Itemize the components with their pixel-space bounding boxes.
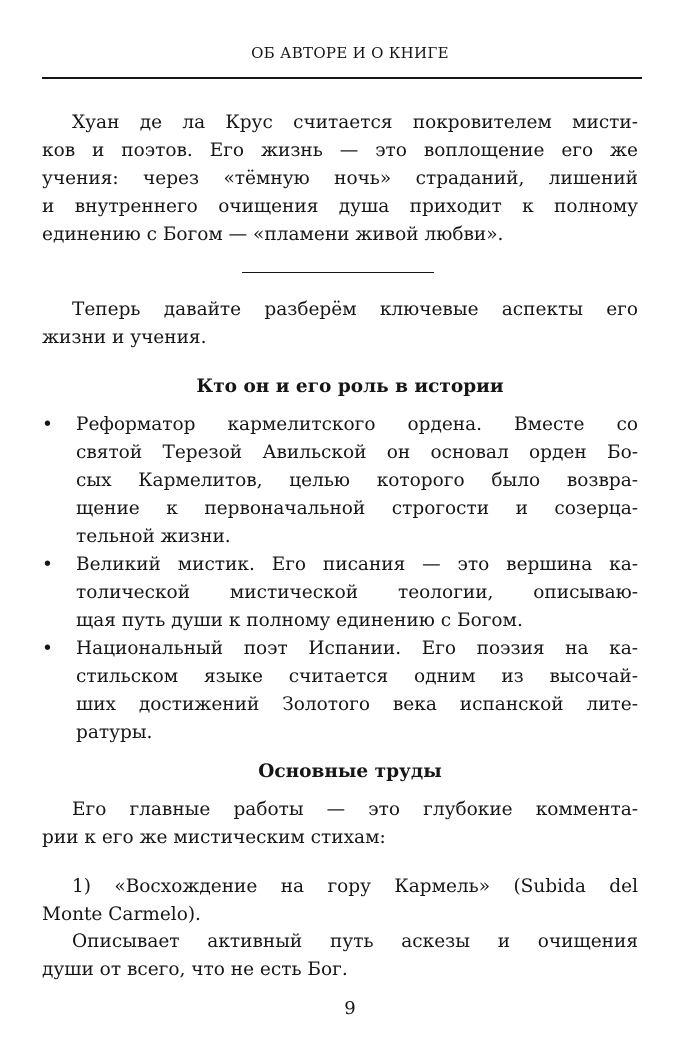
section-heading-role: Кто он и его роль в истории — [196, 376, 504, 397]
text-line: толической мистической теологии, описываю- — [76, 582, 638, 603]
section-separator — [242, 272, 434, 273]
list-item — [42, 411, 638, 551]
text-line: Теперь давайте разберём ключевые аспекты его — [72, 299, 638, 320]
list-item — [42, 635, 638, 747]
text-line: рии к его же мистическим стихам: — [42, 827, 386, 848]
text-line: святой Терезой Авильской он основал орден Бо- — [76, 442, 638, 463]
text-line: ратуры. — [76, 722, 153, 743]
transition-paragraph — [42, 296, 638, 352]
bullet-icon: • — [42, 554, 53, 575]
text-line: ших достижений Золотого века испанской лите- — [76, 694, 638, 715]
bullet-icon: • — [42, 638, 53, 659]
text-line: жизни и учения. — [42, 327, 207, 348]
text-line: и внутреннего очищения душа приходит к полному — [42, 196, 638, 217]
text-line: Monte Carmelo). — [42, 904, 201, 925]
text-line: единению с Богом — «пламени живой любви». — [42, 224, 504, 245]
text-line: щение к первоначальной строгости и созерца- — [76, 498, 638, 519]
text-line: души от всего, что не есть Бог. — [42, 959, 348, 980]
section-heading-works: Основные труды — [258, 761, 442, 782]
work-title-paragraph — [42, 873, 638, 929]
text-line: Великий мистик. Его писания — это вершина ка- — [76, 554, 638, 575]
text-line: сых Кармелитов, целью которого было возвра- — [76, 470, 638, 491]
role-bullet-list — [42, 411, 638, 747]
intro-paragraph — [42, 109, 638, 249]
running-head: ОБ АВТОРЕ И О КНИГЕ — [251, 44, 449, 62]
header-rule — [42, 77, 642, 79]
works-intro-paragraph — [42, 796, 638, 852]
text-line: тельной жизни. — [76, 526, 231, 547]
text-line: Национальный поэт Испании. Его поэзия на ка- — [76, 638, 638, 659]
text-line: Описывает активный путь аскезы и очищения — [72, 931, 638, 952]
text-line: ков и поэтов. Его жизнь — это воплощение его же — [42, 140, 638, 161]
bullet-icon: • — [42, 414, 53, 435]
work-description-paragraph — [42, 928, 638, 984]
text-line: 1) «Восхождение на гору Кармель» (Subida del — [72, 876, 638, 897]
list-item — [42, 551, 638, 635]
text-line: учения: через «тёмную ночь» страданий, лишений — [42, 168, 638, 189]
text-line: Реформатор кармелитского ордена. Вместе со — [76, 414, 638, 435]
text-line: стильском языке считается одним из высочай- — [76, 666, 638, 687]
text-line: Его главные работы — это глубокие коммента- — [72, 799, 638, 820]
text-line: щая путь души к полному единению с Богом. — [76, 610, 523, 631]
text-line: Хуан де ла Крус считается покровителем мисти- — [72, 112, 638, 133]
page-number: 9 — [344, 998, 356, 1019]
